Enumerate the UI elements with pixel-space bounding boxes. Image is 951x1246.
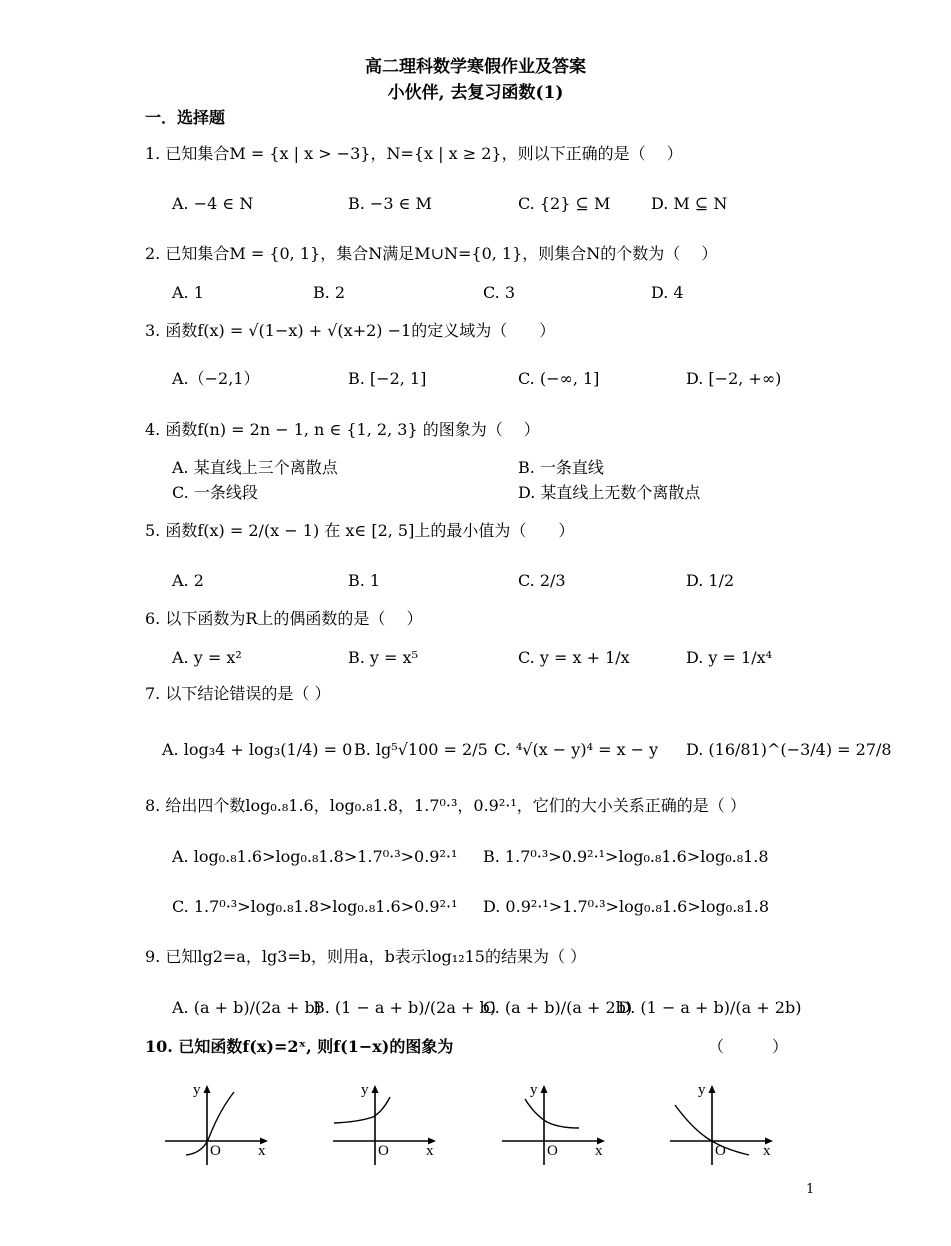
axis-label-y: y: [193, 1082, 201, 1098]
axis-label-x: x: [258, 1143, 266, 1159]
section-heading: 一．选择题: [145, 108, 226, 127]
page-number: 1: [806, 1182, 815, 1197]
question-9-stem: 9. 已知lg2=a，lg3=b，则用a，b表示log₁₂15的结果为（ ）: [145, 947, 587, 966]
axis-label-origin: O: [715, 1143, 726, 1159]
question-4-stem: 4. 函数f(n) = 2n − 1, n ∈ {1, 2, 3} 的图象为（ ）: [145, 420, 540, 439]
question-10-graph-a: [160, 1075, 275, 1170]
question-5-stem: 5. 函数f(x) = 2/(x − 1) 在 x∈ [2, 5]上的最小值为（ ）: [145, 521, 575, 540]
axis-label-origin: O: [210, 1143, 221, 1159]
question-9-option-c: C. (a + b)/(a + 2b): [483, 998, 633, 1017]
question-8-option-d: D. 0.9²·¹>1.7⁰·³>log₀.₈1.6>log₀.₈1.8: [483, 897, 770, 916]
question-4-option-a: A. 某直线上三个离散点: [172, 458, 338, 477]
question-5-option-a: A. 2: [172, 571, 204, 590]
question-5-option-c: C. 2/3: [518, 571, 566, 590]
question-1-option-c: C. {2} ⊆ M: [518, 194, 611, 213]
question-1-option-a: A. −4 ∈ N: [172, 194, 254, 213]
question-10-graph-b: [328, 1075, 443, 1170]
question-4-option-b: B. 一条直线: [518, 458, 604, 477]
axis-label-origin: O: [547, 1143, 558, 1159]
question-3-stem: 3. 函数f(x) = √(1−x) + √(x+2) −1的定义域为（ ）: [145, 321, 556, 340]
question-8-stem: 8. 给出四个数log₀.₈1.6，log₀.₈1.8，1.7⁰·³，0.9²·¹，它们的大小关系正确的是（ ）: [145, 796, 746, 815]
question-6-option-d: D. y = 1/x⁴: [686, 648, 773, 667]
question-7-option-b: B. lg⁵√100 = 2/5: [354, 740, 488, 759]
axis-label-y: y: [530, 1082, 538, 1098]
question-10-stem: 10. 已知函数f(x)=2ˣ, 则f(1−x)的图象为: [145, 1037, 454, 1056]
question-2-option-c: C. 3: [483, 283, 516, 302]
question-3-option-d: D. [−2, +∞): [686, 369, 782, 388]
question-5-option-d: D. 1/2: [686, 571, 735, 590]
axis-label-x: x: [763, 1143, 771, 1159]
document-title: 高二理科数学寒假作业及答案: [365, 57, 586, 77]
document-subtitle: 小伙伴, 去复习函数(1): [387, 83, 564, 103]
question-10-blank: （ ）: [708, 1037, 789, 1056]
question-5-option-b: B. 1: [348, 571, 381, 590]
axis-label-y: y: [361, 1082, 369, 1098]
axis-label-x: x: [595, 1143, 603, 1159]
question-7-option-a: A. log₃4 + log₃(1/4) = 0: [162, 740, 353, 759]
question-2-option-a: A. 1: [172, 283, 204, 302]
question-8-option-a: A. log₀.₈1.6>log₀.₈1.8>1.7⁰·³>0.9²·¹: [172, 847, 458, 866]
question-2-option-d: D. 4: [651, 283, 684, 302]
question-10-graph-c: [497, 1075, 612, 1170]
question-6-option-a: A. y = x²: [172, 648, 242, 667]
question-9-option-b: B. (1 − a + b)/(2a + b): [313, 998, 496, 1017]
question-1-option-d: D. M ⊆ N: [651, 194, 728, 213]
question-2-stem: 2. 已知集合M = {0, 1}，集合N满足M∪N={0, 1}，则集合N的个数为（ ）: [145, 244, 718, 263]
question-7-option-d: D. (16/81)^(−3/4) = 27/8: [686, 740, 892, 759]
question-8-option-b: B. 1.7⁰·³>0.9²·¹>log₀.₈1.6>log₀.₈1.8: [483, 847, 769, 866]
axis-label-y: y: [698, 1082, 706, 1098]
question-3-option-b: B. [−2, 1]: [348, 369, 427, 388]
question-8-option-c: C. 1.7⁰·³>log₀.₈1.8>log₀.₈1.6>0.9²·¹: [172, 897, 458, 916]
question-6-option-c: C. y = x + 1/x: [518, 648, 630, 667]
axis-label-x: x: [426, 1143, 434, 1159]
question-4-option-c: C. 一条线段: [172, 483, 258, 502]
question-3-option-c: C. (−∞, 1]: [518, 369, 600, 388]
question-7-stem: 7. 以下结论错误的是（ ）: [145, 684, 331, 703]
question-4-option-d: D. 某直线上无数个离散点: [518, 483, 701, 502]
question-3-option-a: A.（−2,1）: [172, 369, 260, 388]
question-9-option-d: D. (1 − a + b)/(a + 2b): [618, 998, 802, 1017]
question-6-option-b: B. y = x⁵: [348, 648, 418, 667]
question-2-option-b: B. 2: [313, 283, 346, 302]
question-1-stem: 1. 已知集合M = {x | x > −3}，N={x | x ≥ 2}，则以下正确的是（ ）: [145, 144, 683, 163]
question-6-stem: 6. 以下函数为R上的偶函数的是（ ）: [145, 609, 423, 628]
question-1-option-b: B. −3 ∈ M: [348, 194, 432, 213]
axis-label-origin: O: [378, 1143, 389, 1159]
question-9-option-a: A. (a + b)/(2a + b): [172, 998, 321, 1017]
question-7-option-c: C. ⁴√(x − y)⁴ = x − y: [494, 740, 659, 759]
question-10-graph-d: [665, 1075, 780, 1170]
